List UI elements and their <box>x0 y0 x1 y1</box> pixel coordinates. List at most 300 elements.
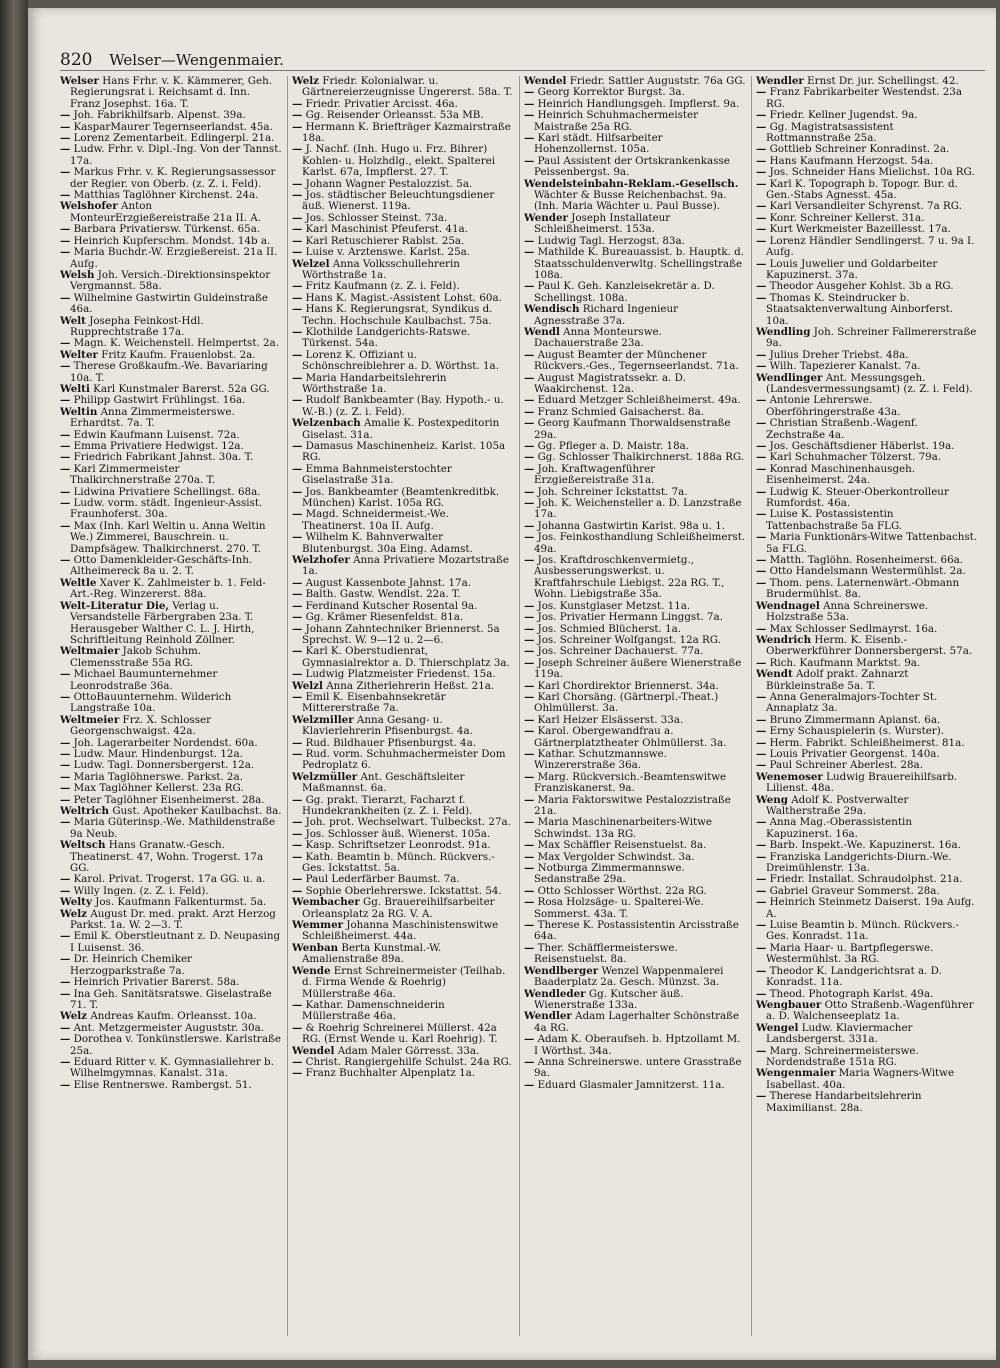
entry-surname: — <box>524 725 535 738</box>
entry-details: Edwin Kaufmann Luisenst. 72a. <box>70 428 240 441</box>
entry-details: Ant. Metzgermeister Auguststr. 30a. <box>70 1021 264 1034</box>
entry-details: Maria Güterinsp.-We. Mathildenstraße 9a Neub. <box>70 816 276 840</box>
entry-surname: — <box>756 816 767 829</box>
entry-surname: Welzl <box>292 679 323 692</box>
entry-details: Dorothea v. Tonkünstlerswe. Karlstraße 25a. <box>70 1033 281 1057</box>
entry-details: Philipp Gastwirt Frühlingst. 16a. <box>70 394 246 407</box>
entry-details: Anna Schreinerswe. Holzstraße 53a. <box>766 599 929 624</box>
directory-entry <box>60 555 282 578</box>
directory-entry <box>60 361 282 384</box>
entry-details: Maria Wagners-Witwe Isabellast. 40a. <box>766 1067 955 1091</box>
entry-details: Anna Zimmermeisterswe. Erhardtst. 7a. T. <box>70 405 235 430</box>
entry-surname: Welzenbach <box>292 417 361 430</box>
column-divider <box>751 76 752 1336</box>
entry-surname: — <box>292 325 303 338</box>
directory-entry <box>292 350 514 373</box>
entry-surname: — <box>292 736 303 749</box>
entry-surname: Wengenmaier <box>756 1067 836 1080</box>
entry-surname: — <box>524 394 535 407</box>
entry-details: Ther. Schäfflermeisterswe. Reisenstuelst. 8a. <box>534 941 678 966</box>
entry-surname: — <box>524 451 535 464</box>
directory-entry <box>756 395 978 418</box>
directory-entry <box>524 966 746 989</box>
entry-details: Johann Wagner Pestalozzist. 5a. <box>302 177 473 190</box>
entry-details: Elise Rentnerswe. Rambergst. 51. <box>70 1078 252 1091</box>
directory-entry <box>292 772 514 795</box>
directory-entry <box>524 110 746 133</box>
directory-entry <box>524 555 746 601</box>
directory-entry <box>292 395 514 418</box>
entry-surname: Wendlberger <box>524 964 599 977</box>
entry-details: Maria Funktionärs-Witwe Tattenbachst. 5a FLG. <box>766 531 978 555</box>
directory-entry <box>524 327 746 350</box>
entry-surname: — <box>524 633 535 646</box>
directory-entry <box>60 817 282 840</box>
entry-surname: — <box>756 86 767 99</box>
entry-details: Damasus Maschinenheiz. Karlst. 105a RG. <box>302 440 506 464</box>
entry-details: Notburga Zimmermannswe. Sedanstraße 29a. <box>534 862 685 886</box>
entry-surname: Weltin <box>60 405 98 418</box>
entry-details: Friedr. Kolonialwar. u. Gärtnereierzeugnisse Ungererst. 58a. T. <box>302 76 513 99</box>
entry-surname: — <box>756 211 767 224</box>
entry-surname: — <box>756 360 767 373</box>
directory-entry <box>292 749 514 772</box>
entry-details: Maria Buchdr.-W. Erzgießereist. 21a II. Aufg. <box>70 246 278 270</box>
entry-surname: Weltrich <box>60 805 110 817</box>
entry-surname: — <box>756 200 767 213</box>
entry-details: Ludwig Tagl. Herzogst. 83a. <box>534 234 685 247</box>
entry-surname: Wendel <box>524 76 567 87</box>
entry-surname: Welsh <box>60 268 95 281</box>
entry-details: Paul Lederfärber Baumst. 7a. <box>302 873 460 886</box>
entry-surname: — <box>292 371 303 384</box>
entry-details: Hans Frhr. v. K. Kämmerer, Geh. Regierungsrat i. Reichsamt d. Inn. Franz Josephst. 16a. T. <box>70 76 272 110</box>
entry-details: Karl Retuschierer Rablst. 25a. <box>302 234 465 247</box>
entry-details: Gg. Krämer Riesenfeldst. 81a. <box>302 611 464 624</box>
entry-surname: — <box>60 1078 71 1091</box>
entry-details: Marg. Rückversich.-Beamtenswitwe Franziskanerst. 9a. <box>534 770 727 795</box>
directory-entry <box>756 509 978 532</box>
entry-surname: Wengbauer <box>756 998 822 1011</box>
header-rule <box>60 70 985 71</box>
entry-surname: — <box>60 246 71 259</box>
entry-details: Joh. K. Weichensteller a. D. Lanzstraße 17a. <box>534 497 742 521</box>
entry-details: Ludwig Platzmeister Friedenst. 15a. <box>302 668 496 681</box>
entry-surname: — <box>292 223 303 236</box>
directory-entry <box>292 441 514 464</box>
entry-details: Hermann K. Briefträger Kazmairstraße 18a. <box>302 120 511 145</box>
entry-surname: — <box>524 645 535 658</box>
entry-surname: — <box>60 497 71 510</box>
entry-surname: — <box>756 1090 767 1103</box>
directory-entry <box>524 772 746 795</box>
entry-details: Konrad Maschinenhausgeh. Eisenheimerst. 24a. <box>766 462 916 487</box>
entry-surname: — <box>756 987 767 1000</box>
entry-surname: — <box>756 417 767 430</box>
directory-entry <box>292 509 514 532</box>
entry-surname: — <box>292 1067 303 1080</box>
entry-surname: — <box>756 713 767 726</box>
entry-surname: — <box>292 839 303 852</box>
entry-details: Anna Mag.-Oberassistentin Kapuzinerst. 16a. <box>766 816 912 840</box>
entry-surname: — <box>292 531 303 544</box>
entry-details: Hans K. Magist.-Assistent Lohst. 60a. <box>302 291 502 304</box>
entry-surname: — <box>292 303 303 316</box>
entry-details: Heinrich Kupferschm. Mondst. 14b a. <box>70 234 271 247</box>
directory-entry <box>524 247 746 281</box>
entry-details: Maria Handarbeitslehrerin Wörthstraße 1a. <box>302 371 447 395</box>
entry-details: Markus Frhr. v. K. Regierungsassessor der Regier. von Oberb. (z. Z. i. Feld). <box>70 166 276 190</box>
entry-details: OttoBauunternehm. Wilderich Langstraße 10a. <box>70 690 232 715</box>
directory-entry <box>60 270 282 293</box>
entry-surname: Wendisch <box>524 303 580 316</box>
entry-details: Kasp. Schriftsetzer Leonrodst. 91a. <box>302 839 491 852</box>
entry-details: Anna Zitherlehrerin Heßst. 21a. <box>322 679 495 692</box>
column-3 <box>524 76 746 1346</box>
entry-details: Anton MonteurErzgießereistraße 21a II. A. <box>70 200 261 224</box>
entry-details: Ludw. Klaviermacher Landsbergerst. 331a. <box>766 1021 913 1046</box>
directory-entry <box>524 795 746 818</box>
entry-surname: — <box>524 86 535 99</box>
entry-surname: — <box>60 1033 71 1046</box>
directory-entry <box>756 795 978 818</box>
directory-entry <box>292 624 514 647</box>
entry-details: Jos. städtischer Beleuchtungsdiener äuß. Wienerst. 119a. <box>302 189 495 213</box>
entry-surname: — <box>292 508 303 521</box>
entry-surname: — <box>60 394 71 407</box>
entry-surname: Wendelsteinbahn-Reklam.-Gesellsch. <box>524 177 739 190</box>
entry-details: Thom. pens. Laternenwärt.-Obmann Brudermühlst. 8a. <box>766 576 960 601</box>
entry-surname: — <box>292 690 303 703</box>
entry-details: Amalie K. Postexpeditorin Giselast. 31a. <box>302 417 500 441</box>
entry-details: Fritz Kaufm. Frauenlobst. 2a. <box>97 348 256 361</box>
entry-surname: — <box>60 440 71 452</box>
directory-entry <box>292 532 514 555</box>
page-title: Welser—Wengenmaier. <box>109 51 284 69</box>
entry-surname: — <box>524 1078 535 1091</box>
entry-details: Jos. Schreiner Wolfgangst. 12a RG. <box>534 633 721 646</box>
directory-entry <box>292 373 514 396</box>
entry-surname: — <box>292 109 303 122</box>
entry-details: Karl Zimmermeister Thalkirchnerstraße 270a. T. <box>70 462 216 487</box>
directory-entry <box>524 464 746 487</box>
entry-details: Herm. Fabrikt. Schleißheimerst. 81a. <box>766 736 965 749</box>
directory-entry <box>292 1023 514 1046</box>
directory-entry <box>756 327 978 350</box>
directory-entry <box>524 817 746 840</box>
entry-surname: — <box>60 793 71 806</box>
directory-entry <box>60 167 282 190</box>
entry-surname: — <box>292 143 303 156</box>
directory-entry <box>292 715 514 738</box>
entry-surname: — <box>292 348 303 361</box>
entry-details: Otto Schlosser Wörthst. 22a RG. <box>534 884 707 897</box>
directory-entry <box>60 464 282 487</box>
entry-surname: — <box>292 622 303 635</box>
entry-details: Rud. vorm. Schuhmachermeister Dom Pedroplatz 6. <box>302 747 506 772</box>
entry-surname: — <box>524 679 535 692</box>
entry-details: Karl Kunstmaler Barerst. 52a GG. <box>89 382 270 395</box>
entry-surname: — <box>60 884 71 897</box>
entry-details: Anna Volksschullehrerin Wörthstraße 1a. <box>302 257 460 281</box>
directory-entry <box>756 1000 978 1023</box>
entry-surname: — <box>756 690 767 703</box>
entry-details: Julius Dreher Triebst. 48a. <box>766 348 909 361</box>
entry-details: Anna Schreinerswe. untere Grasstraße 9a. <box>534 1055 742 1080</box>
entry-surname: Welzmüller <box>292 770 358 783</box>
entry-details: Jos. Feinkosthandlung Schleißheimerst. 49a. <box>534 531 746 555</box>
entry-details: Hans Kaufmann Herzogst. 54a. <box>766 154 934 167</box>
entry-surname: — <box>60 690 71 703</box>
entry-surname: — <box>524 554 535 567</box>
entry-surname: — <box>524 816 535 829</box>
entry-surname: — <box>60 428 71 441</box>
entry-details: August Magistratssekr. a. D. Waakirchenst. 12a. <box>534 371 686 395</box>
directory-entry <box>756 464 978 487</box>
entry-details: Maria Maschinenarbeiters-Witwe Schwindst. 13a RG. <box>534 816 713 840</box>
entry-details: Therese Handarbeitslehrerin Maximilianst. 28a. <box>766 1090 922 1114</box>
entry-details: Theodor Ausgeher Kohlst. 3b a RG. <box>766 280 954 293</box>
entry-surname: Wenemoser <box>756 770 823 783</box>
entry-surname: — <box>60 873 71 886</box>
directory-entry <box>756 852 978 875</box>
entry-surname: — <box>60 132 71 145</box>
entry-surname: — <box>60 519 71 532</box>
entry-details: Berta Kunstmal.-W. Amalienstraße 89a. <box>302 941 442 966</box>
directory-entry <box>756 418 978 441</box>
entry-details: Barb. Inspekt.-We. Kapuzinerst. 16a. <box>766 839 961 852</box>
entry-surname: Welz <box>292 76 320 87</box>
entry-surname: Welser <box>60 76 99 87</box>
entry-details: Louis Juwelier und Goldarbeiter Kapuzinerst. 37a. <box>766 257 938 281</box>
entry-surname: Wendler <box>756 76 804 87</box>
entry-details: Joh. Fabrikhilfsarb. Alpenst. 39a. <box>70 109 246 122</box>
directory-entry <box>292 692 514 715</box>
entry-details: Karl K. Topograph b. Topogr. Bur. d. Gen.-Stabs Agnesst. 45a. <box>766 177 958 202</box>
directory-entry <box>292 190 514 213</box>
entry-details: Franziska Landgerichts-Diurn.-We. Dreimühlenstr. 13a. <box>766 850 952 875</box>
directory-entry <box>60 578 282 601</box>
entry-surname: — <box>756 964 767 977</box>
entry-details: Gg. Kutscher äuß. Wienerstraße 133a. <box>534 987 684 1011</box>
entry-details: Anna Generalmajors-Tochter St. Annaplatz 3a. <box>766 690 938 715</box>
entry-details: Kathar. Schutzmannswe. Winzererstraße 36a. <box>534 747 667 772</box>
entry-details: Marg. Schreinermeisterswe. Nordendstraße 151a RG. <box>766 1044 919 1068</box>
entry-surname: — <box>756 1044 767 1057</box>
entry-surname: — <box>756 565 767 578</box>
entry-surname: — <box>292 611 303 624</box>
entry-details: Richard Ingenieur Agnesstraße 37a. <box>534 303 679 327</box>
directory-entry <box>292 795 514 818</box>
entry-surname: Wendnagel <box>756 599 820 612</box>
entry-surname: — <box>524 850 535 863</box>
entry-details: Josepha Feinkost-Hdl. Rupprechtstraße 17a. <box>70 314 204 338</box>
directory-entry <box>756 532 978 555</box>
directory-entry <box>292 646 514 669</box>
entry-surname: — <box>524 884 535 897</box>
entry-details: Karl Heizer Elsässerst. 33a. <box>534 713 684 726</box>
directory-entry <box>756 487 978 510</box>
entry-surname: — <box>292 668 303 681</box>
entry-surname: — <box>756 622 767 635</box>
entry-details: Jos. Schreiner Dachauerst. 77a. <box>534 645 704 658</box>
entry-surname: — <box>60 451 71 464</box>
entry-details: Max Schäffler Reisenstuelst. 8a. <box>534 839 707 852</box>
entry-surname: — <box>60 930 71 943</box>
directory-entry <box>292 966 514 1000</box>
entry-details: Thomas K. Steindrucker b. Staatsaktenverwaltung Ainborferst. 10a. <box>766 291 954 327</box>
directory-entry <box>60 715 282 738</box>
entry-details: Ant. Geschäftsleiter Maßmannst. 6a. <box>302 770 465 795</box>
entry-details: Andreas Kaufm. Orleansst. 10a. <box>87 1010 257 1023</box>
directory-entry <box>292 1068 514 1079</box>
entry-surname: — <box>524 747 535 760</box>
directory-entry <box>524 920 746 943</box>
entry-surname: — <box>756 234 767 247</box>
entry-surname: — <box>524 1055 535 1068</box>
entry-details: Friedr. Kellner Jugendst. 9a. <box>766 109 918 122</box>
entry-details: Gottlieb Schreiner Konradinst. 2a. <box>766 143 950 156</box>
directory-entry <box>292 464 514 487</box>
entry-surname: — <box>60 337 71 350</box>
entry-details: Bruno Zimmermann Apianst. 6a. <box>766 713 941 726</box>
directory-entry <box>756 772 978 795</box>
entry-surname: Wendt <box>756 668 793 681</box>
entry-details: Emma Bahnmeisterstochter Giselastraße 31a. <box>302 462 452 487</box>
directory-entry <box>524 1080 746 1091</box>
entry-surname: — <box>756 154 767 167</box>
directory-entry <box>756 601 978 624</box>
entry-details: Xaver K. Zahlmeister b. 1. Feld-Art.-Reg. Winzererst. 88a. <box>70 576 266 601</box>
entry-surname: Welt <box>60 314 86 327</box>
directory-entry <box>524 1057 746 1080</box>
directory-entry <box>524 213 746 236</box>
entry-details: Luise K. Postassistentin Tattenbachstraße 5a FLG. <box>766 508 903 532</box>
entry-details: Rosa Holzsäge- u. Spalterei-We. Sommerst. 43a. T. <box>534 896 704 920</box>
directory-entry <box>292 897 514 920</box>
entry-surname: — <box>292 1021 303 1034</box>
entry-details: Gust. Apotheker Kaulbachst. 8a. <box>109 805 282 817</box>
entry-details: Heinrich Handlungsgeh. Impflerst. 9a. <box>534 97 740 110</box>
entry-surname: Welz <box>60 1010 88 1023</box>
entry-details: Karl städt. Hilfsarbeiter Hohenzollernst. 105a. <box>534 132 663 156</box>
entry-surname: — <box>756 508 767 521</box>
entry-details: Karl K. Oberstudienrat, Gymnasialrektor a. D. Thierschplatz 3a. <box>302 645 510 669</box>
entry-surname: — <box>756 143 767 156</box>
directory-entry <box>60 407 282 430</box>
directory-entry <box>756 943 978 966</box>
entry-details: Adam Maler Görresst. 33a. <box>334 1044 480 1057</box>
entry-details: Heinrich Schuhmachermeister Maistraße 25a RG. <box>534 109 699 133</box>
entry-surname: Welti <box>60 382 90 395</box>
entry-surname: — <box>524 531 535 544</box>
column-1 <box>60 76 282 1346</box>
entry-surname: — <box>756 109 767 122</box>
entry-details: Rud. Bildhauer Pfisenburgst. 4a. <box>302 736 477 749</box>
entry-details: August Dr. med. prakt. Arzt Herzog Parkst. 1a. W. 2—3. T. <box>70 907 276 932</box>
entry-surname: — <box>60 109 71 122</box>
entry-details: Eduard Glasmaler Jamnitzerst. 11a. <box>534 1078 725 1091</box>
entry-surname: — <box>60 234 71 247</box>
entry-details: Gg. Brauereihilfsarbeiter Orleansplatz 2a RG. V. A. <box>302 896 495 920</box>
entry-surname: — <box>60 143 71 156</box>
entry-details: Joh. Schreiner Ickstattst. 7a. <box>534 485 688 498</box>
entry-surname: — <box>524 519 535 532</box>
entry-surname: — <box>524 154 535 167</box>
directory-entry <box>60 521 282 555</box>
entry-details: Anna Gesang- u. Klavierlehrerin Pfisenburgst. 4a. <box>302 713 473 738</box>
entry-details: Dr. Heinrich Chemiker Herzogparkstraße 7a. <box>70 953 192 977</box>
entry-details: Maria Taglöhnerswe. Parkst. 2a. <box>70 770 243 783</box>
entry-surname: — <box>756 120 767 133</box>
entry-details: Gg. Reisender Orleansst. 53a MB. <box>302 109 484 122</box>
entry-details: Maria Faktorswitwe Pestalozzistraße 21a. <box>534 793 731 817</box>
directory-entry <box>756 179 978 202</box>
column-divider <box>519 76 520 1336</box>
entry-surname: Welzhofer <box>292 554 350 567</box>
entry-details: Jos. Geschäftsdiener Häberlst. 19a. <box>766 440 955 452</box>
entry-details: Ernst Schreinermeister (Teilhab. d. Firma Wende & Roehrig) Müllerstraße 46a. <box>302 964 506 1000</box>
entry-details: Mathilde K. Bureauassist. b. Hauptk. d. Staatsschuldenverwltg. Schellingstraße 108a. <box>534 246 745 281</box>
entry-details: Friedr. Sattler Auguststr. 76a GG. <box>566 76 746 87</box>
entry-details: Wilhelmine Gastwirtin Guldeinstraße 46a. <box>70 291 268 316</box>
entry-surname: — <box>524 371 535 384</box>
entry-details: Matthias Taglöhner Kirchenst. 24a. <box>70 189 259 202</box>
directory-entry <box>60 601 282 647</box>
entry-details: Rich. Kaufmann Marktst. 9a. <box>766 656 921 669</box>
directory-entry <box>756 1023 978 1046</box>
entry-surname: — <box>292 873 303 886</box>
entry-details: Franz Schmied Gaisacherst. 8a. <box>534 405 704 418</box>
entry-details: Luise v. Arztenswe. Karlst. 25a. <box>302 246 471 259</box>
entry-details: Lidwina Privatiere Schellingst. 68a. <box>70 485 261 498</box>
entry-details: Ludw. Frhr. v. Dipl.-Ing. Von der Tannst. 17a. <box>70 143 282 167</box>
entry-surname: — <box>60 485 71 498</box>
entry-surname: — <box>292 599 303 612</box>
entry-surname: — <box>756 440 767 452</box>
directory-entry <box>756 966 978 989</box>
directory-entry <box>292 1000 514 1023</box>
entry-details: Gg. Magistratsassistent Rottmannstraße 25a. <box>766 120 894 145</box>
entry-surname: — <box>292 440 303 452</box>
entry-surname: — <box>524 862 535 875</box>
entry-details: Jos. Kaufmann Falkenturmst. 5a. <box>91 896 267 909</box>
directory-entry <box>756 373 978 396</box>
entry-details: Joh. Kraftwagenführer Erzgießereistraße 31a. <box>534 462 656 487</box>
directory-entry <box>524 498 746 521</box>
entry-surname: — <box>756 531 767 544</box>
entry-surname: — <box>60 1021 71 1034</box>
entry-details: Magd. Schneidermeist.-We. Theatinerst. 10a II. Aufg. <box>302 508 449 532</box>
entry-details: Adam K. Oberaufseh. b. Hptzollamt M. I Wörthst. 34a. <box>534 1033 741 1057</box>
directory-entry <box>756 1068 978 1091</box>
entry-details: Willy Ingen. (z. Z. i. Feld). <box>70 884 209 897</box>
entry-surname: Welzel <box>292 257 330 270</box>
entry-details: Adam Lagerhalter Schönstraße 4a RG. <box>534 1010 740 1034</box>
entry-details: Friedr. Privatier Arcisst. 46a. <box>302 97 458 110</box>
entry-surname: Wendleder <box>524 987 586 1000</box>
entry-surname: Welzmiller <box>292 713 354 726</box>
directory-entry <box>756 692 978 715</box>
entry-surname: — <box>524 440 535 452</box>
entry-surname: — <box>756 485 767 498</box>
directory-entry <box>60 247 282 270</box>
entry-surname: — <box>756 919 767 932</box>
entry-details: Theodor K. Landgerichtsrat a. D. Konradst. 11a. <box>766 964 942 989</box>
entry-surname: — <box>292 850 303 863</box>
entry-details: Frz. X. Schlosser Georgenschwaigst. 42a. <box>70 713 211 738</box>
entry-surname: — <box>292 884 303 897</box>
